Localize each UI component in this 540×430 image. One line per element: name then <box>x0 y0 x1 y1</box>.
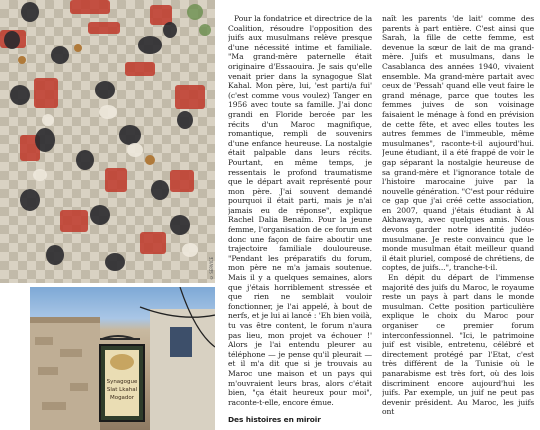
article-column-right <box>382 14 534 430</box>
courtyard-photo <box>0 0 215 283</box>
photo-credit: © SERVICE <box>209 256 214 280</box>
synagogue-sign-photo <box>30 287 215 430</box>
synagogue-sign-drawing <box>30 287 215 430</box>
section-subhead: Des histoires en miroir <box>228 415 321 425</box>
article-paragraph: En dépit du départ de l'immense majorité des juifs du Maroc, le royaume reste un pays à part dans le monde musulman. Cette position particulière explique le choix du Maroc pour organiser ce premier forum interconfessionnel. "Ici, le patrimoine juif est visible, entretenu, célébré et directement protégé par l'Etat, c'est très différent de la Tunisie où le panarabisme est très fort, où des lois discriminent encore aujourd'hui les juifs. Par exemple, un juif ne peut pas devenir président. Au Maroc, les juifs ont <box>382 273 534 417</box>
courtyard-photo-drawing <box>0 0 215 283</box>
article-column-middle <box>228 14 372 430</box>
article-paragraph: naît les parents 'de lait' comme des parents à part entière. C'est ainsi que Sarah, la fille de cette femme, est devenue la sœur de lait de ma grand-mère. Juifs et musulmans, dans le Casablanca des années 1940, vivaient ensemble. Ma grand-mère partait avec ceux de 'Pessah' quand elle veut faire le grand ménage, parce que toutes les femmes juives de son voisinage faisaient le ménage à fond en prévision de cette fête, et avec elles toutes les autres femmes de l'immeuble, même musulmanes", raconte-t-il aujourd'hui. Jeune étudiant, il a été frappé de voir le gap séparant la nostalgie heureuse de sa grand-mère et l'ignorance totale de l'histoire marocaine juive par la nouvelle génération. "C'est pour réduire ce gap que j'ai créé cette association, en 2007, quand j'étais étudiant à Al Akhawayn, avec quelques amis. Nous devons garder notre identité judéo-musulmane. Je reste convaincu que le monde musulman était meilleur quand il était pluriel, composé de chrétiens, de coptes, de juifs...", tranche-t-il. <box>382 14 534 273</box>
svg-text:Synagogue: Synagogue <box>106 379 138 385</box>
svg-text:Mogador: Mogador <box>109 395 135 401</box>
article-paragraph: Pour la fondatrice et directrice de la Coalition, résoudre l'opposition des juifs aux musulmans relève presque d'une nécessité intime et familiale. "Ma grand-mère paternelle était originaire d'Essaouira. Je sais qu'elle venait prier dans la synagogue Slat Kahal. Mon père, lui, 'est parti/a fui' (c'est comme vous voulez) Tanger en 1956 avec toute sa famille. J'ai donc grandi en Floride bercée par les récits d'un Maroc magnifique, romantique, rempli de souvenirs d'une enfance heureuse. La nostalgie était palpable dans leurs récits. Pourtant, en même temps, je ressentais le profond traumatisme que le départ avait représenté pour mon père. J'ai souvent demandé pourquoi il était parti, mais je n'ai jamais eu de réponse", explique Rachel Dalia Benaïm. Pour la jeune femme, l'organisation de ce forum est donc une façon de faire aboutir une trajectoire familiale douloureuse. "Pendant les préparatifs du forum, mon père ne m'a jamais soutenue. Mais il y a quelques semaines, alors que j'étais horriblement stressée et que rien ne semblait vouloir fonctionner, je l'ai appelé, à bout de nerfs, et je lui ai lancé : 'Eh bien voilà, tu vas être content, le forum n'aura pas lieu, mon projet va échouer !' Alors je l'ai entendu pleurer au téléphone — je pense qu'il pleurait — et il m'a dit que si je trouvais au Maroc une maison et un pays qui m'ouvraient leurs bras, alors c'était bien, "ça était heureux pour moi", raconte-t-elle, encore émue. <box>228 14 372 407</box>
svg-text:Slat Lkahal: Slat Lkahal <box>106 387 138 393</box>
